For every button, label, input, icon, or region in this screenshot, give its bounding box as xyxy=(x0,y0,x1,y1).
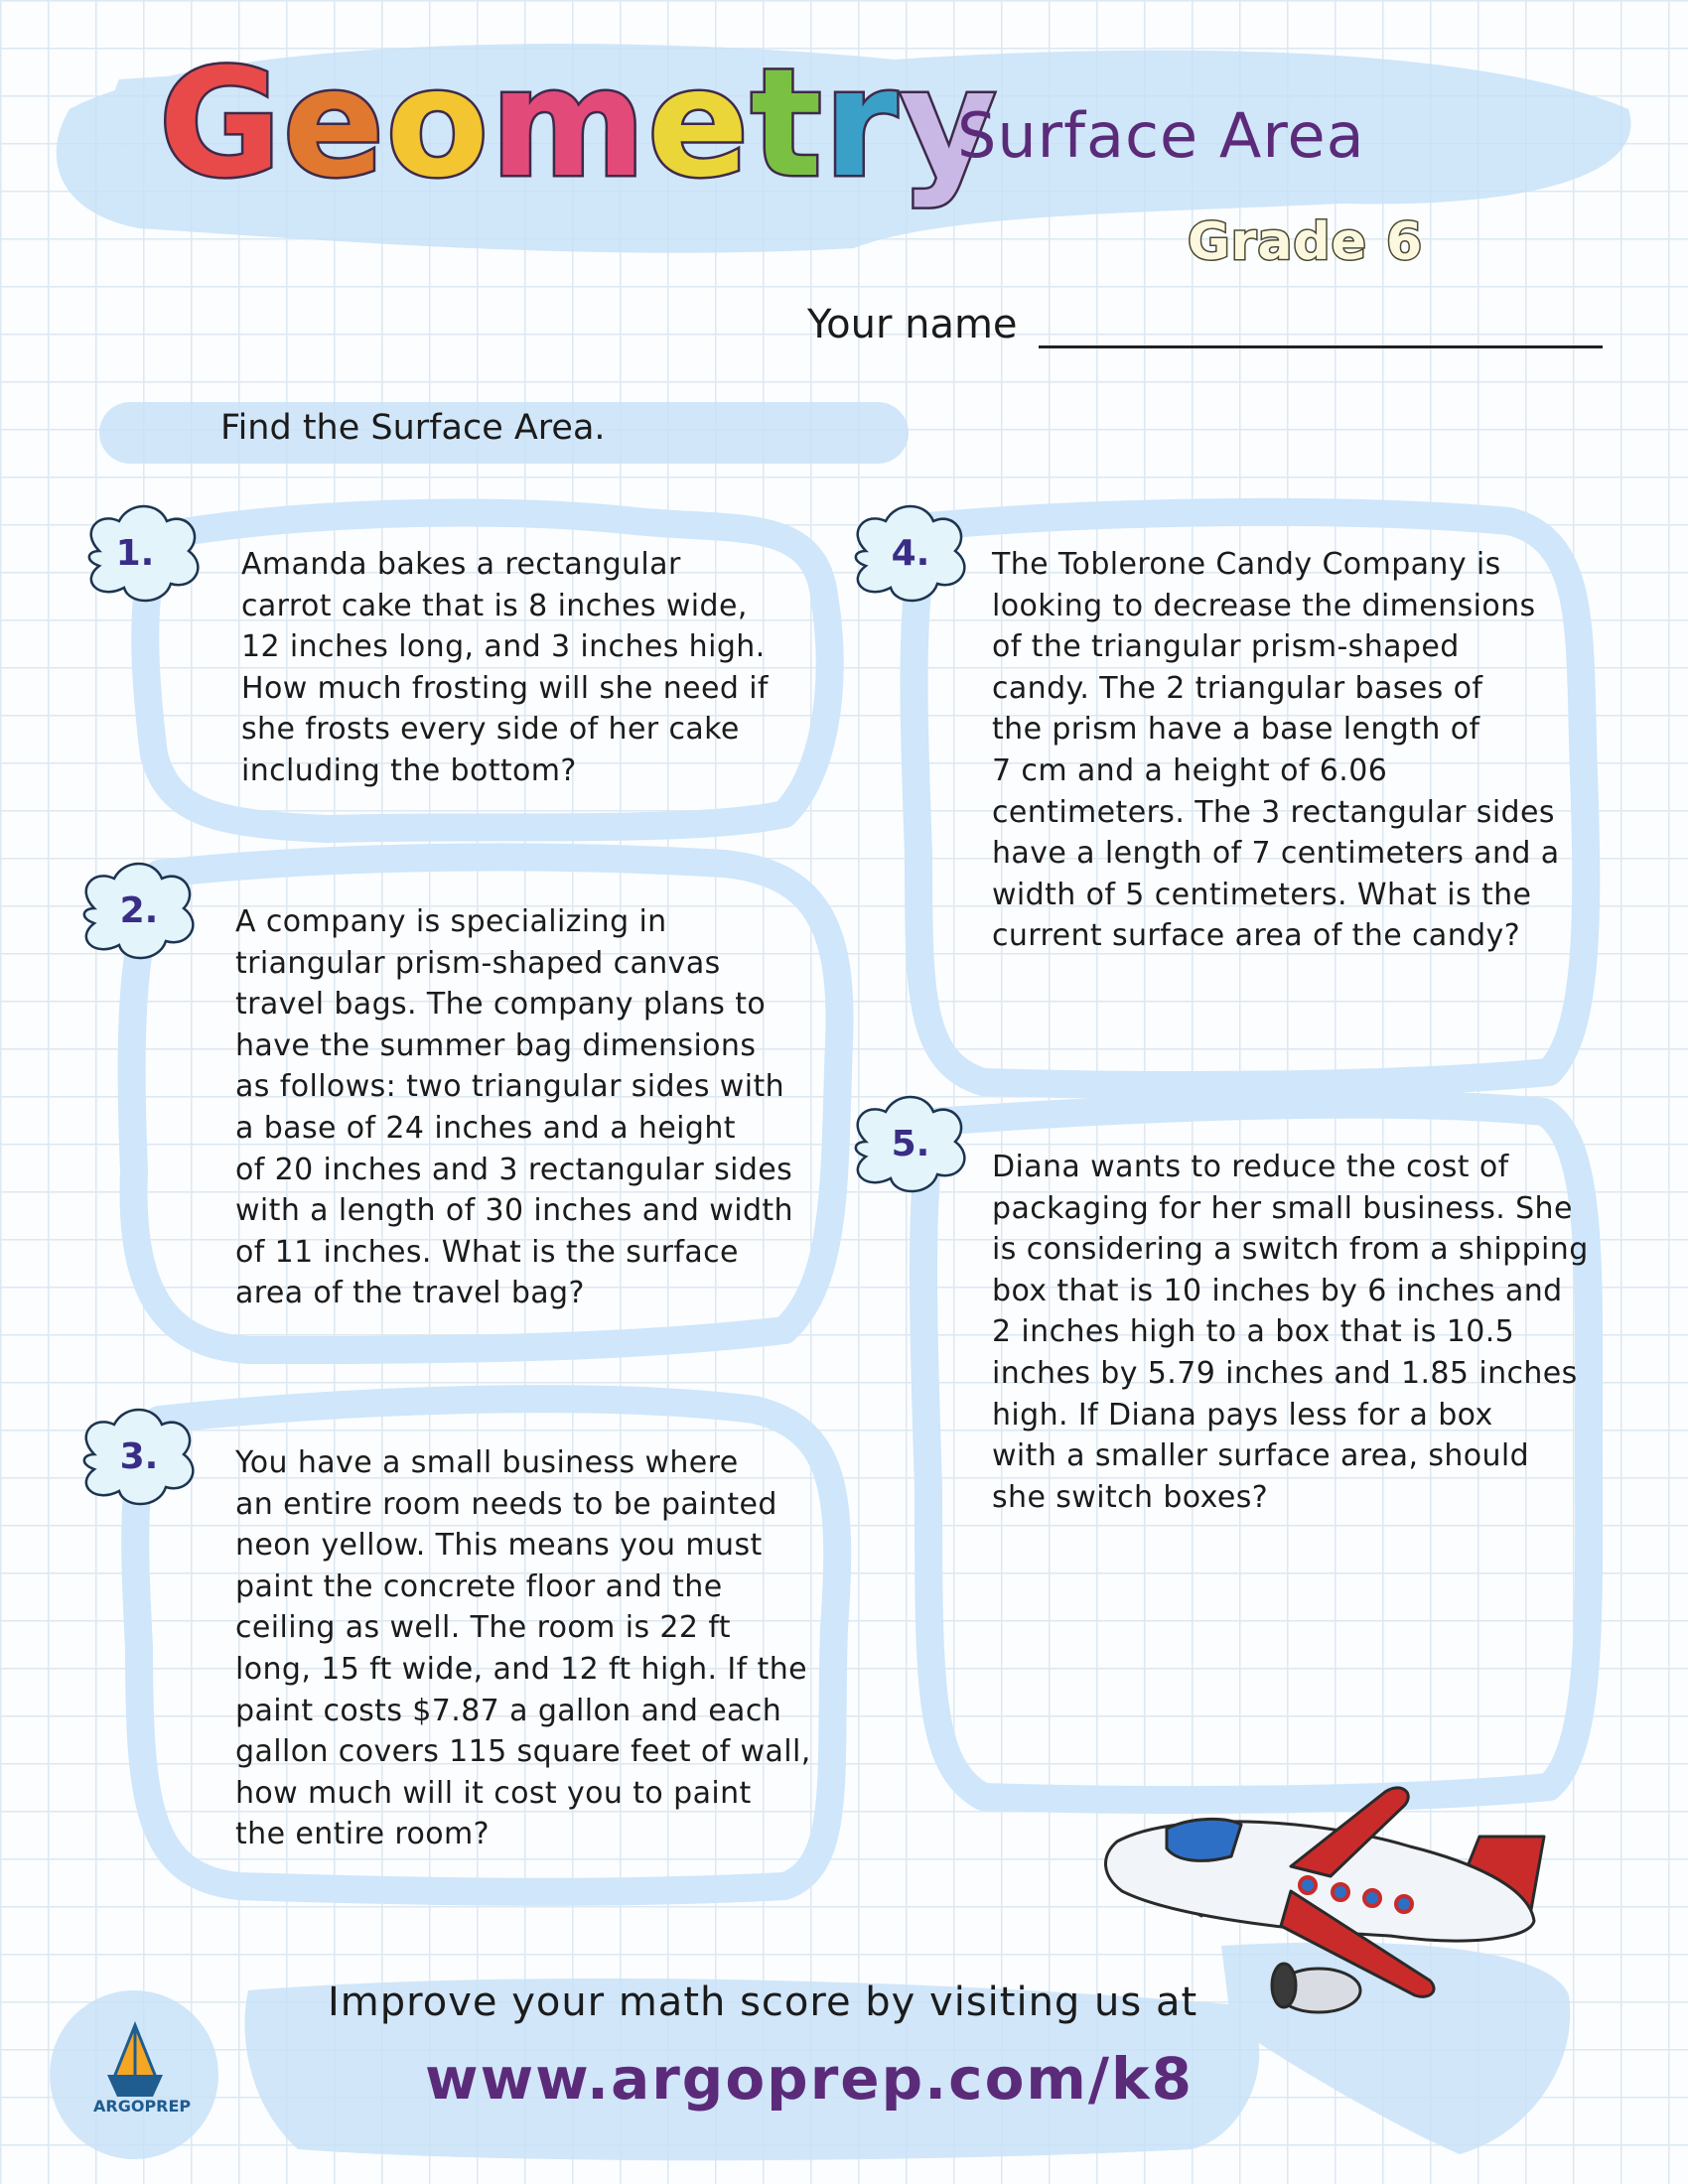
worksheet-subtitle: Surface Area xyxy=(957,99,1365,172)
problem-line: how much will it cost you to paint xyxy=(235,1775,752,1811)
problem-line: neon yellow. This means you must xyxy=(235,1528,763,1564)
problem-line: gallon covers 115 square feet of wall, xyxy=(235,1734,811,1770)
problem-line: the prism have a base length of xyxy=(992,712,1480,748)
logo-text: ARGOPREP xyxy=(93,2097,192,2116)
title-letter: e xyxy=(647,38,751,210)
problem-line: Diana wants to reduce the cost of xyxy=(992,1150,1509,1184)
problem-line: including the bottom? xyxy=(241,752,577,788)
problem-line: of the triangular prism-shaped xyxy=(992,629,1460,665)
problem-line: box that is 10 inches by 6 inches and xyxy=(992,1273,1563,1308)
problem-line: she switch boxes? xyxy=(992,1479,1269,1515)
problem-line: paint the concrete floor and the xyxy=(235,1569,723,1604)
problem-line: a base of 24 inches and a height xyxy=(235,1110,736,1146)
title-letter: o xyxy=(385,38,491,210)
problem-3-text xyxy=(235,1442,811,1855)
instruction-text: Find the Surface Area. xyxy=(220,408,606,448)
problem-number: 5. xyxy=(891,1124,930,1164)
problem-line: A company is specializing in xyxy=(235,904,667,939)
problem-line: The Toblerone Candy Company is xyxy=(992,547,1501,582)
problem-line: high. If Diana pays less for a box xyxy=(992,1397,1493,1433)
problem-line: triangular prism-shaped canvas xyxy=(235,945,721,981)
problem-line: an entire room needs to be painted xyxy=(235,1486,777,1522)
problem-line: travel bags. The company plans to xyxy=(235,987,767,1023)
problem-line: packaging for her small business. She xyxy=(992,1190,1573,1226)
problem-line: have a length of 7 centimeters and a xyxy=(992,836,1560,872)
name-label: Your name xyxy=(807,302,1018,347)
grade-label: Grade 6 xyxy=(1188,212,1424,272)
problem-line: centimeters. The 3 rectangular sides xyxy=(992,794,1555,830)
problem-line: inches by 5.79 inches and 1.85 inches xyxy=(992,1355,1578,1391)
problem-line: looking to decrease the dimensions xyxy=(992,588,1536,623)
problem-line: with a smaller surface area, should xyxy=(992,1438,1530,1474)
problem-number: 2. xyxy=(119,890,159,931)
problem-line: You have a small business where xyxy=(235,1445,739,1480)
problem-number: 3. xyxy=(119,1436,159,1477)
title-letter: y xyxy=(899,38,999,210)
problem-line: she frosts every side of her cake xyxy=(241,712,740,748)
problem-line: of 11 inches. What is the surface xyxy=(235,1234,739,1270)
title-letter: m xyxy=(490,38,648,210)
problem-line: candy. The 2 triangular bases of xyxy=(992,670,1483,706)
problem-line: of 20 inches and 3 rectangular sides xyxy=(235,1152,793,1187)
worksheet-title xyxy=(159,38,999,210)
problem-line: width of 5 centimeters. What is the xyxy=(992,877,1532,912)
problem-line: How much frosting will she need if xyxy=(241,670,769,706)
title-letter: G xyxy=(159,38,284,210)
footer-promo-text: Improve your math score by visiting us at xyxy=(328,1979,1198,2025)
problem-line: as follows: two triangular sides with xyxy=(235,1069,785,1105)
problem-line: 2 inches high to a box that is 10.5 xyxy=(992,1314,1515,1350)
title-letter: r xyxy=(823,38,900,210)
problem-line: with a length of 30 inches and width xyxy=(235,1193,793,1229)
title-letter: t xyxy=(750,38,824,210)
problem-line: 7 cm and a height of 6.06 xyxy=(992,752,1388,788)
footer-url-link[interactable]: www.argoprep.com/k8 xyxy=(425,2045,1194,2113)
problem-line: area of the travel bag? xyxy=(235,1276,585,1311)
problem-2-text xyxy=(235,901,793,1314)
problem-1-text xyxy=(241,544,769,792)
problem-number: 1. xyxy=(115,533,155,574)
problem-line: the entire room? xyxy=(235,1817,490,1852)
problem-line: Amanda bakes a rectangular xyxy=(241,547,681,582)
problem-5-text xyxy=(992,1147,1589,1518)
problem-4-text xyxy=(992,544,1560,957)
name-field[interactable] xyxy=(1039,345,1603,348)
problem-line: is considering a switch from a shipping xyxy=(992,1232,1589,1268)
problem-line: ceiling as well. The room is 22 ft xyxy=(235,1610,731,1646)
problem-line: current surface area of the candy? xyxy=(992,918,1521,954)
problem-line: long, 15 ft wide, and 12 ft high. If the xyxy=(235,1651,807,1687)
title-letter: e xyxy=(283,38,386,210)
problem-line: 12 inches long, and 3 inches high. xyxy=(241,629,766,665)
problem-line: have the summer bag dimensions xyxy=(235,1027,757,1063)
problem-line: carrot cake that is 8 inches wide, xyxy=(241,588,748,623)
problem-line: paint costs $7.87 a gallon and each xyxy=(235,1693,782,1728)
problem-number: 4. xyxy=(891,533,930,574)
